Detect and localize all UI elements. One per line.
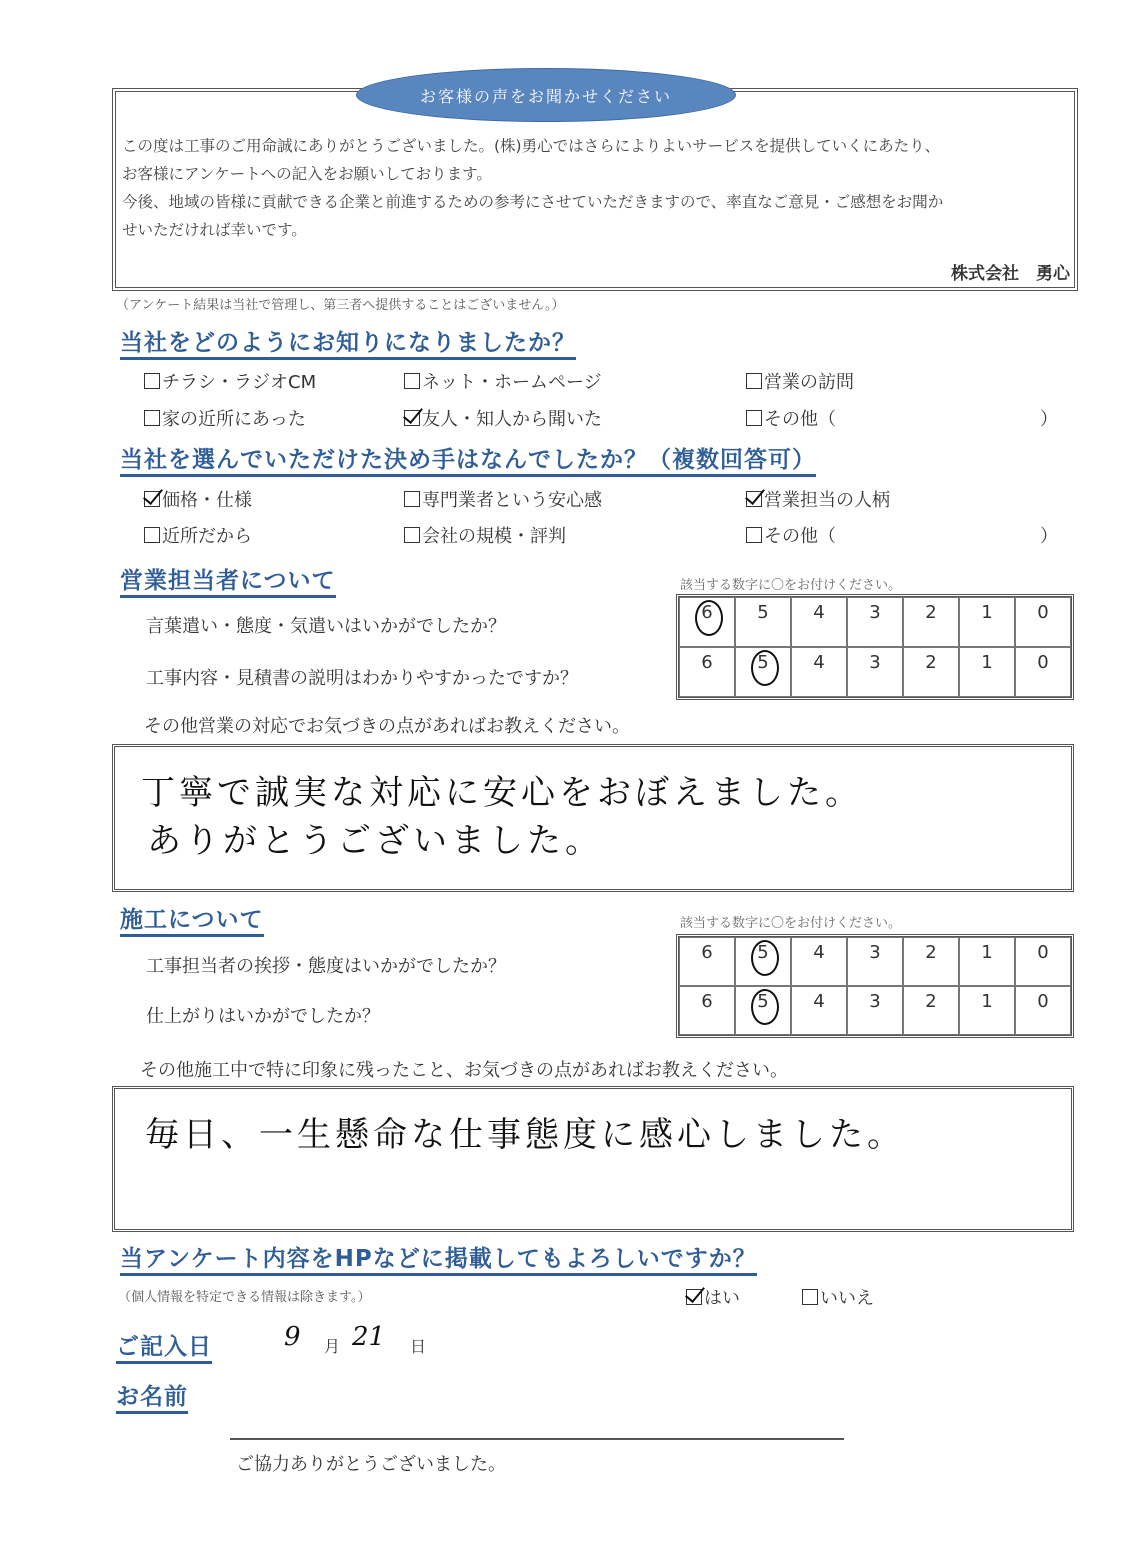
rating-number: 5	[736, 991, 790, 1012]
sales-question: 工事内容・見積書の説明はわかりやすかったですか？	[146, 668, 578, 689]
rating-number: 3	[869, 602, 881, 623]
rating-cell-6[interactable]	[679, 986, 735, 1035]
q1-heading: 当社をどのようにお知りになりましたか？	[120, 324, 576, 360]
rating-cell-5[interactable]	[735, 937, 791, 986]
rating-cell-2[interactable]	[903, 647, 959, 697]
q1-option[interactable]: 家の近所にあった	[144, 405, 306, 431]
sales-heading: 営業担当者について	[120, 562, 336, 598]
rating-cell-0[interactable]	[1015, 937, 1071, 986]
survey-title: お客様の声をお聞かせください	[356, 68, 736, 122]
rating-number: 4	[813, 602, 825, 623]
construction-comment-prompt: その他施工中で特に印象に残ったこと、お気づきの点があればお教えください。	[140, 1060, 788, 1081]
q2-other-close: ）	[1040, 526, 1058, 547]
q2-option[interactable]: 営業担当の人柄	[746, 486, 890, 512]
rating-cell-2[interactable]	[903, 597, 959, 647]
entry-date-label: ご記入日	[116, 1328, 212, 1364]
rating-number: 0	[1037, 942, 1049, 963]
construction-heading: 施工について	[120, 901, 264, 937]
rating-number: 1	[981, 991, 993, 1012]
q2-option[interactable]: 会社の規模・評判	[404, 522, 566, 548]
rating-cell-4[interactable]	[791, 937, 847, 986]
rating-number: 2	[925, 991, 937, 1012]
rating-cell-4[interactable]	[791, 597, 847, 647]
rating-cell-6[interactable]	[679, 597, 735, 647]
sales-comment-line: ありがとうございました。	[147, 821, 603, 861]
publish-yes-option[interactable]: はい	[686, 1284, 740, 1310]
footer-thanks: ご協力ありがとうございました。	[236, 1454, 506, 1475]
rating-number: 1	[981, 652, 993, 673]
intro-line: お客様にアンケートへの記入をお願いしております。	[122, 165, 492, 183]
rating-number: 1	[981, 602, 993, 623]
name-underline[interactable]	[230, 1438, 844, 1440]
sales-comment-prompt: その他営業の対応でお気づきの点があればお教えください。	[144, 716, 630, 737]
construction-question: 仕上がりはいかがでしたか？	[146, 1006, 380, 1027]
rating-number: 6	[701, 942, 713, 963]
publish-heading: 当アンケート内容をHPなどに掲載してもよろしいですか？	[120, 1240, 757, 1276]
q1-option[interactable]: チラシ・ラジオCM	[144, 368, 316, 394]
rating-cell-3[interactable]	[847, 937, 903, 986]
rating-number: 3	[869, 942, 881, 963]
rating-number: 5	[757, 602, 769, 623]
q2-option-other[interactable]: その他（	[746, 522, 836, 548]
rating-number: 5	[736, 652, 790, 673]
checkbox[interactable]	[404, 373, 420, 389]
rating-cell-6[interactable]	[679, 937, 735, 986]
rating-cell-5[interactable]	[735, 597, 791, 647]
q2-option[interactable]: 価格・仕様	[144, 486, 252, 512]
construction-comment-box[interactable]	[112, 1086, 1074, 1232]
rating-cell-4[interactable]	[791, 647, 847, 697]
rating-number: 0	[1037, 991, 1049, 1012]
publish-note: （個人情報を特定できる情報は除きます。）	[118, 1290, 371, 1305]
rating-number: 5	[736, 942, 790, 963]
q1-other-close: ）	[1040, 409, 1058, 430]
sales-comment-line: 丁寧で誠実な対応に安心をおぼえました。	[141, 773, 863, 813]
checkbox[interactable]	[404, 491, 420, 507]
rating-cell-2[interactable]	[903, 986, 959, 1035]
rating-cell-4[interactable]	[791, 986, 847, 1035]
intro-line: せいただければ幸いです。	[122, 221, 307, 239]
rating-cell-3[interactable]	[847, 597, 903, 647]
sales-rating-grid	[676, 594, 1074, 700]
rating-cell-1[interactable]	[959, 986, 1015, 1035]
construction-comment-line: 毎日、一生懸命な仕事態度に感心しました。	[145, 1115, 905, 1155]
publish-no-option[interactable]: いいえ	[802, 1284, 874, 1310]
entry-month-unit: 月	[324, 1337, 341, 1356]
intro-text	[122, 132, 1062, 244]
intro-line: この度は工事のご用命誠にありがとうございました。(株)勇心ではさらによりよいサービスを提供していくにあたり、	[122, 137, 941, 155]
checkbox[interactable]	[746, 527, 762, 543]
q2-heading: 当社を選んでいただけた決め手はなんでしたか？（複数回答可）	[120, 441, 816, 477]
checkbox[interactable]	[144, 373, 160, 389]
rating-cell-3[interactable]	[847, 647, 903, 697]
rating-number: 2	[925, 602, 937, 623]
rating-cell-5[interactable]	[735, 647, 791, 697]
rating-number: 3	[869, 991, 881, 1012]
q1-option-other[interactable]: その他（	[746, 405, 836, 431]
checkbox[interactable]	[404, 527, 420, 543]
checkbox[interactable]	[802, 1289, 818, 1305]
q2-option[interactable]: 専門業者という安心感	[404, 486, 602, 512]
rating-number: 4	[813, 652, 825, 673]
rating-number: 3	[869, 652, 881, 673]
sales-question: 言葉遣い・態度・気遣いはいかがでしたか？	[146, 616, 506, 637]
checkbox-checked[interactable]	[144, 491, 160, 507]
rating-number: 2	[925, 652, 937, 673]
construction-question: 工事担当者の挨拶・態度はいかがでしたか？	[146, 956, 506, 977]
checkbox[interactable]	[746, 373, 762, 389]
name-label: お名前	[116, 1378, 188, 1414]
rating-cell-1[interactable]	[959, 937, 1015, 986]
company-name: 株式会社 勇心	[951, 264, 1070, 284]
rating-number: 4	[813, 991, 825, 1012]
checkbox-checked[interactable]	[746, 491, 762, 507]
rating-number: 2	[925, 942, 937, 963]
checkbox[interactable]	[144, 410, 160, 426]
construction-scale-caption: 該当する数字に〇をお付けください。	[680, 916, 902, 931]
q1-option[interactable]: ネット・ホームページ	[404, 368, 602, 394]
checkbox-checked[interactable]	[686, 1289, 702, 1305]
checkbox-checked[interactable]	[404, 410, 420, 426]
rating-cell-2[interactable]	[903, 937, 959, 986]
q2-option[interactable]: 近所だから	[144, 522, 252, 548]
q1-option[interactable]: 営業の訪問	[746, 368, 854, 394]
rating-cell-3[interactable]	[847, 986, 903, 1035]
rating-cell-6[interactable]	[679, 647, 735, 697]
rating-cell-1[interactable]	[959, 647, 1015, 697]
q1-option[interactable]: 友人・知人から聞いた	[404, 405, 602, 431]
sales-comment-box[interactable]	[112, 744, 1074, 892]
rating-cell-0[interactable]	[1015, 986, 1071, 1035]
rating-number: 0	[1037, 652, 1049, 673]
rating-number: 4	[813, 942, 825, 963]
sales-scale-caption: 該当する数字に〇をお付けください。	[680, 578, 902, 593]
entry-day-value[interactable]: 21	[352, 1322, 386, 1352]
checkbox[interactable]	[144, 527, 160, 543]
entry-month-value[interactable]: 9	[284, 1322, 301, 1352]
intro-line: 今後、地域の皆様に貢献できる企業と前進するための参考にさせていただきますので、率直なご意見・ご感想をお聞か	[122, 193, 944, 211]
rating-cell-1[interactable]	[959, 597, 1015, 647]
rating-number: 1	[981, 942, 993, 963]
checkbox[interactable]	[746, 410, 762, 426]
rating-number: 6	[680, 602, 734, 623]
rating-number: 0	[1037, 602, 1049, 623]
rating-cell-0[interactable]	[1015, 647, 1071, 697]
construction-rating-grid	[676, 934, 1074, 1038]
privacy-note: （アンケート結果は当社で管理し、第三者へ提供することはございません。）	[116, 298, 565, 313]
rating-number: 6	[701, 991, 713, 1012]
rating-cell-0[interactable]	[1015, 597, 1071, 647]
entry-day-unit: 日	[410, 1337, 427, 1356]
rating-cell-5[interactable]	[735, 986, 791, 1035]
rating-number: 6	[701, 652, 713, 673]
